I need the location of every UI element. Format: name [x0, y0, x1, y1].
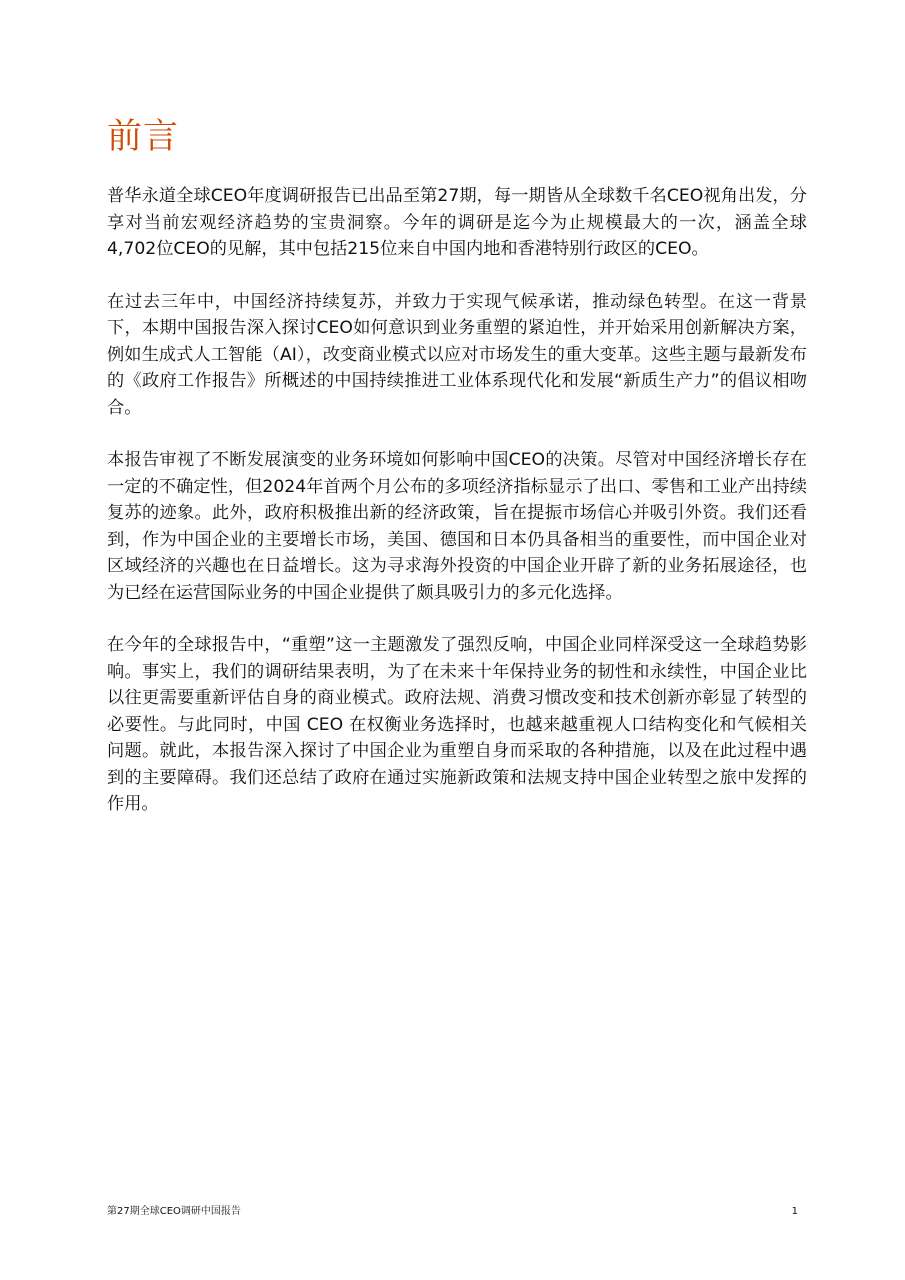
footer-page-number: 1	[791, 1206, 798, 1217]
paragraph-2: 在过去三年中，中国经济持续复苏，并致力于实现气候承诺，推动绿色转型。在这一背景下，本期中国报告深入探讨CEO如何意识到业务重塑的紧迫性，并开始采用创新解决方案，例如生成式人工智能（AI），改变商业模式以应对市场发生的重大变革。这些主题与最新发布的《政府工作报告》所概述的中国持续推进工业体系现代化和发展“新质生产力”的倡议相吻合。	[107, 291, 807, 418]
paragraph-4: 在今年的全球报告中，“重塑”这一主题激发了强烈反响，中国企业同样深受这一全球趋势影响。事实上，我们的调研结果表明，为了在未来十年保持业务的韧性和永续性，中国企业比以往更需要重新评估自身的商业模式。政府法规、消费习惯改变和技术创新亦彰显了转型的必要性。与此同时，中国 CEO 在权衡业务选择时，也越来越重视人口结构变化和气候相关问题。就此，本报告深入探讨了中国企业为重塑自身而采取的各种措施，以及在此过程中遇到的主要障碍。我们还总结了政府在通过实施新政策和法规支持中国企业转型之旅中发挥的作用。	[107, 635, 807, 814]
page-title: 前言	[107, 117, 180, 157]
paragraph-1: 普华永道全球CEO年度调研报告已出品至第27期，每一期皆从全球数千名CEO视角出发，分享对当前宏观经济趋势的宝贵洞察。今年的调研是迄今为止规模最大的一次，涵盖全球4,702位CEO的见解，其中包括215位来自中国内地和香港特别行政区的CEO。	[107, 186, 807, 259]
paragraph-3: 本报告审视了不断发展演变的业务环境如何影响中国CEO的决策。尽管对中国经济增长存在一定的不确定性，但2024年首两个月公布的多项经济指标显示了出口、零售和工业产出持续复苏的迹象。此外，政府积极推出新的经济政策，旨在提振市场信心并吸引外资。我们还看到，作为中国企业的主要增长市场，美国、德国和日本仍具备相当的重要性，而中国企业对区域经济的兴趣也在日益增长。这为寻求海外投资的中国企业开辟了新的业务拓展途径，也为已经在运营国际业务的中国企业提供了颇具吸引力的多元化选择。	[107, 450, 807, 603]
body-text	[107, 183, 807, 844]
footer-report-title: 第27期全球CEO调研中国报告	[107, 1206, 241, 1217]
